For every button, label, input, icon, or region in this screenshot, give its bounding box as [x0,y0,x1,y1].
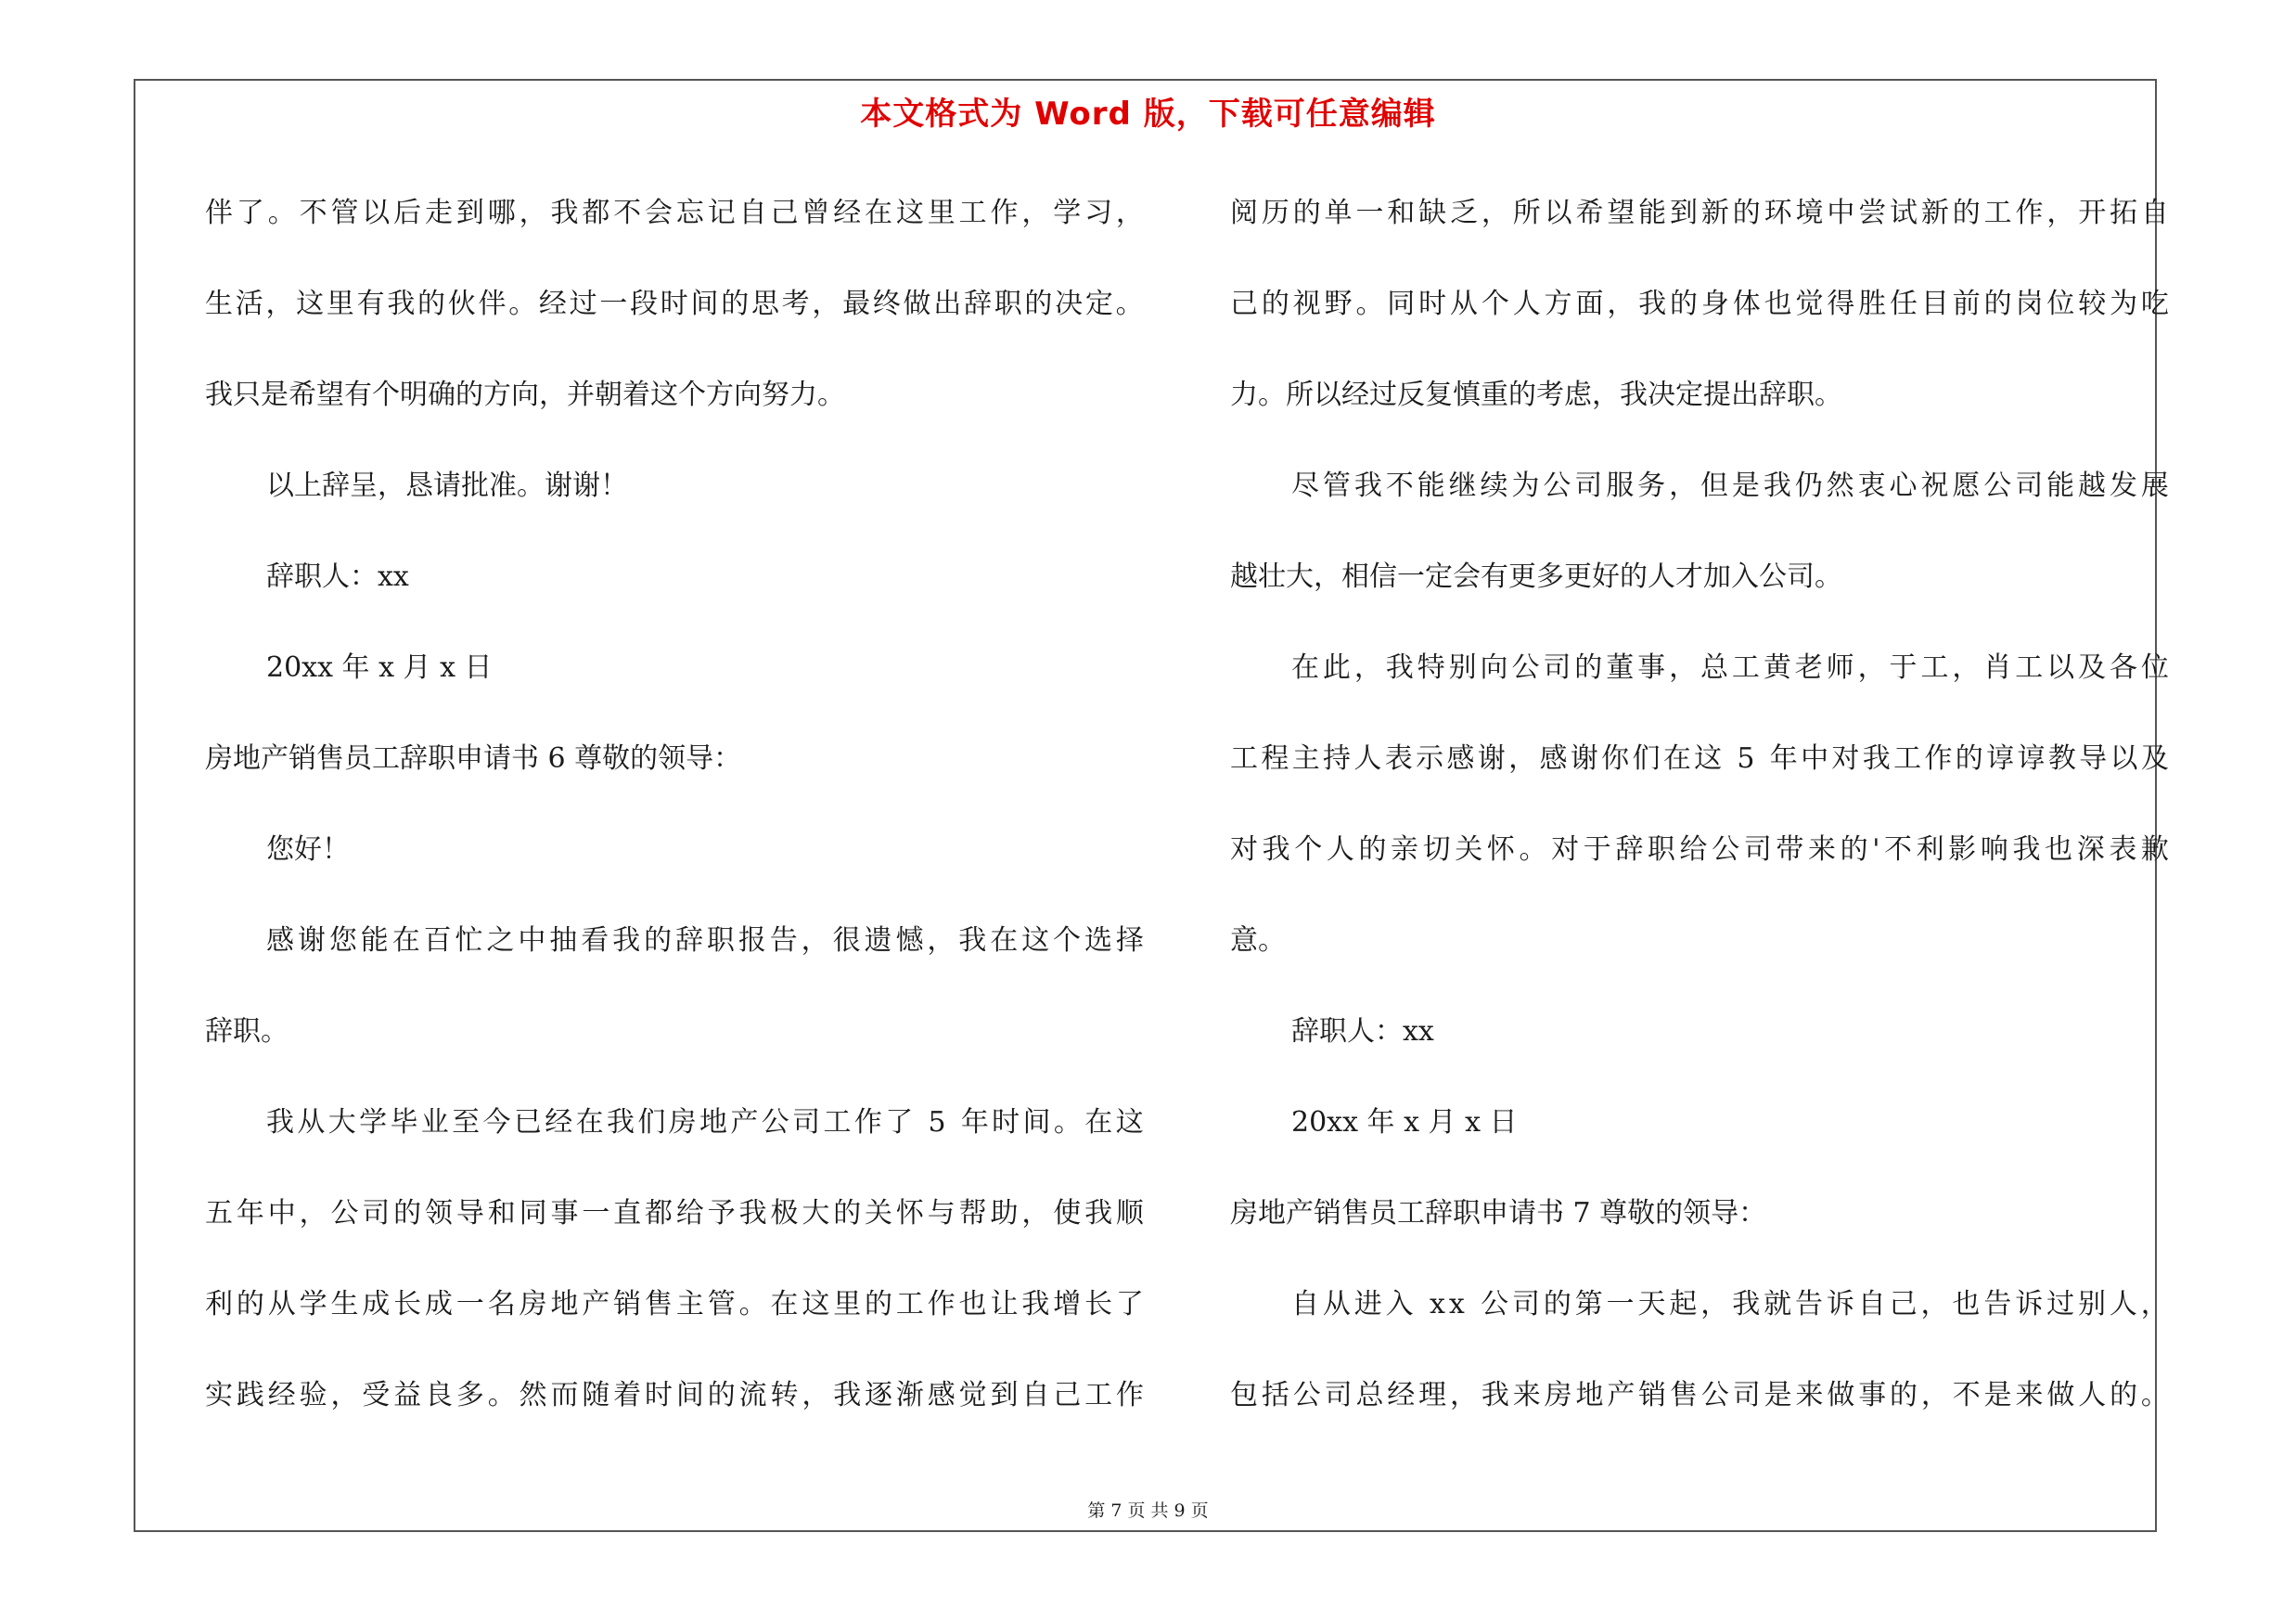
closing-line: 以上辞呈，恳请批准。谢谢！ [266,470,628,502]
section-heading: 房地产销售员工辞职申请书 6 尊敬的领导： [205,742,742,775]
paragraph-line: 力。所以经过反复慎重的考虑，我决定提出辞职。 [1230,379,1842,411]
date-line: 20xx 年 x 月 x 日 [1291,1106,1518,1139]
paragraph-line: 对 我 个 人 的 亲 切 关 怀 。 对 于 辞 职 给 公 司 带 来 的 ' 不 利 影 响 我 也 深 表 歉 [1230,833,2169,866]
signature-line: 辞职人：xx [266,560,409,593]
paragraph-line: 自 从 进 入 x x 公 司 的 第 一 天 起 ， 我 就 告 诉 自 己 ， 也 告 诉 过 别 人 ， [1291,1288,2169,1320]
greeting-line: 您好！ [266,833,350,866]
paragraph-line: 我 从 大 学 毕 业 至 今 已 经 在 我 们 房 地 产 公 司 工 作 了 5 年 时 间 。 在 这 [266,1106,1144,1139]
section-heading: 房地产销售员工辞职申请书 7 尊敬的领导： [1230,1197,1767,1230]
signature-line: 辞职人：xx [1291,1015,1434,1048]
paragraph-line: 尽 管 我 不 能 继 续 为 公 司 服 务 ， 但 是 我 仍 然 衷 心 祝 愿 公 司 能 越 发 展 [1291,470,2169,502]
paragraph-line: 实 践 经 验 ， 受 益 良 多 。 然 而 随 着 时 间 的 流 转 ， 我 逐 渐 感 觉 到 自 己 工 作 [205,1379,1144,1411]
format-banner: 本文格式为 Word 版，下载可任意编辑 [860,96,1436,133]
paragraph-line: 五 年 中 ， 公 司 的 领 导 和 同 事 一 直 都 给 予 我 极 大 的 关 怀 与 帮 助 ， 使 我 顺 [205,1197,1144,1230]
paragraph-line: 感 谢 您 能 在 百 忙 之 中 抽 看 我 的 辞 职 报 告 ， 很 遗 憾 ， 我 在 这 个 选 择 [266,924,1144,957]
paragraph-line: 阅 历 的 单 一 和 缺 乏 ， 所 以 希 望 能 到 新 的 环 境 中 尝 试 新 的 工 作 ， 开 拓 自 [1230,197,2169,229]
paragraph-line: 生 活 ， 这 里 有 我 的 伙 伴 。 经 过 一 段 时 间 的 思 考 ， 最 终 做 出 辞 职 的 决 定 。 [205,288,1144,320]
page-number: 第 7 页 共 9 页 [1087,1501,1209,1521]
paragraph-line: 利 的 从 学 生 成 长 成 一 名 房 地 产 销 售 主 管 。 在 这 里 的 工 作 也 让 我 增 长 了 [205,1288,1144,1320]
paragraph-line: 工 程 主 持 人 表 示 感 谢 ， 感 谢 你 们 在 这 5 年 中 对 我 工 作 的 谆 谆 教 导 以 及 [1230,742,2169,775]
paragraph-line: 包 括 公 司 总 经 理 ， 我 来 房 地 产 销 售 公 司 是 来 做 事 的 ， 不 是 来 做 人 的 。 [1230,1379,2169,1411]
paragraph-line: 伴 了 。 不 管 以 后 走 到 哪 ， 我 都 不 会 忘 记 自 己 曾 经 在 这 里 工 作 ， 学 习 ， [205,197,1144,229]
paragraph-line: 己 的 视 野 。 同 时 从 个 人 方 面 ， 我 的 身 体 也 觉 得 胜 任 目 前 的 岗 位 较 为 吃 [1230,288,2169,320]
paragraph-line: 意。 [1230,924,1286,957]
paragraph-line: 辞职。 [205,1015,289,1048]
paragraph-line: 越壮大，相信一定会有更多更好的人才加入公司。 [1230,560,1842,593]
paragraph-line: 我只是希望有个明确的方向，并朝着这个方向努力。 [205,379,845,411]
paragraph-line: 在 此 ， 我 特 别 向 公 司 的 董 事 ， 总 工 黄 老 师 ， 于 工 ， 肖 工 以 及 各 位 [1291,651,2169,684]
date-line: 20xx 年 x 月 x 日 [266,651,493,684]
